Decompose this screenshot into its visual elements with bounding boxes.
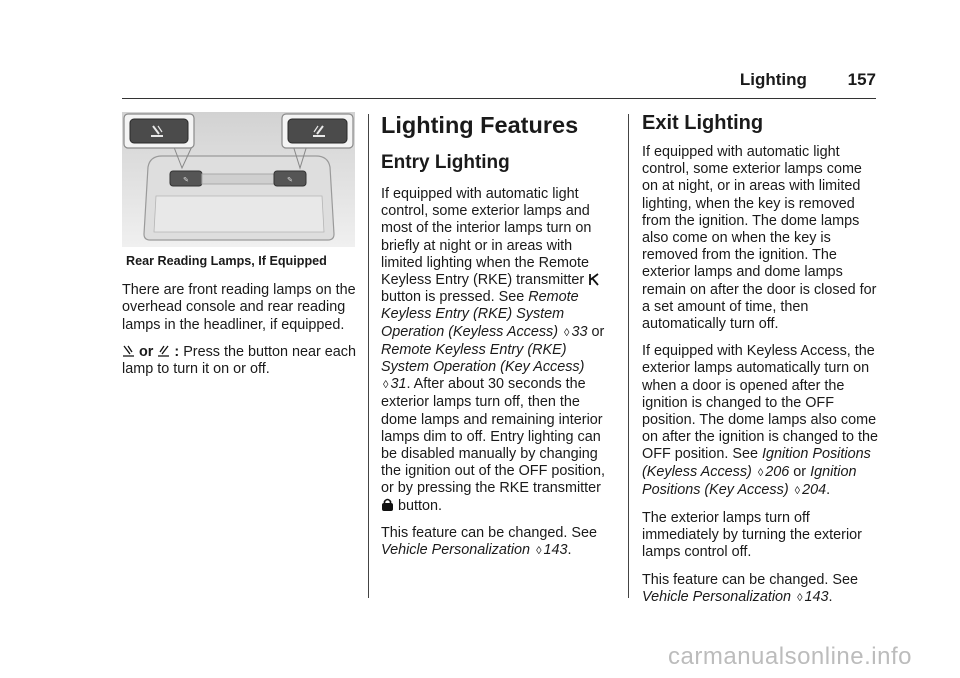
keyless-text: If equipped with Keyless Access, the exterior lamps automatically turn on when a door is opened after the ignition is changed to the OFF position. The dome lamps also come on after the ignition is changed to the OFF position. See <box>642 343 879 463</box>
reading-lamp-instruction: Press the button near each lamp to turn it on or off. <box>122 343 357 378</box>
entry-change-text: This feature can be changed. See <box>381 524 598 541</box>
page-header <box>0 70 876 90</box>
rear-reading-lamps-illustration <box>122 112 355 247</box>
xref-page-31[interactable]: 31 <box>390 376 407 393</box>
xref-rke-keyless[interactable]: Remote Keyless Entry (RKE) System Operation (Keyless Access) <box>381 289 579 340</box>
rear-reading-lamps-figure <box>122 112 355 247</box>
section-title: Lighting <box>739 70 807 89</box>
xref-symbol: ◊ <box>536 545 542 558</box>
xref-symbol: ◊ <box>564 326 570 339</box>
page-number: 157 <box>847 70 876 89</box>
xref-symbol: ◊ <box>794 484 801 497</box>
xref-page-204[interactable]: 204 <box>802 481 827 498</box>
reading-lamps-paragraph: There are front reading lamps on the overhead console and rear reading lamps in the headliner, if equipped. <box>122 282 356 333</box>
period: . <box>826 481 831 498</box>
exit-lighting-paragraph: If equipped with automatic light control, some exterior lamps come on at night, or in areas with limited lighting, when the key is removed from the ignition. The dome lamps also come on when the key is removed from the ignition. The exterior lamps and dome lamps remain on after the door is closed for a set amount of time, then automatically turn off. <box>642 144 877 333</box>
or-word: or <box>591 323 605 340</box>
column-right <box>642 112 878 617</box>
xref-symbol: ◊ <box>797 591 803 604</box>
xref-page-143[interactable]: 143 <box>804 588 829 605</box>
entry-text-c: . After about 30 seconds the exterior lamps turn off, then the dome lamps and remaining interior lamps dim to off. Entry lighting can be disabled manually by changing the ignition out of the OFF position, or by pressing the RKE transmitter <box>381 376 605 497</box>
entry-lighting-heading: Entry Lighting <box>381 152 510 173</box>
period: . <box>828 588 833 605</box>
exit-change-text: This feature can be changed. See <box>642 571 859 588</box>
column-divider-2 <box>628 114 629 598</box>
xref-vehicle-personalization[interactable]: Vehicle Personalization <box>642 588 792 605</box>
entry-personalization-paragraph <box>381 525 611 560</box>
xref-symbol: ◊ <box>757 466 764 479</box>
column-left <box>122 112 358 388</box>
or-word: or <box>139 343 154 360</box>
reading-lamp-right-symbol-icon <box>157 345 170 358</box>
xref-page-143[interactable]: 143 <box>543 542 568 559</box>
xref-rke-key[interactable]: Remote Keyless Entry (RKE) System Operation (Key Access) <box>381 341 585 376</box>
svg-text:✎: ✎ <box>183 176 189 184</box>
exterior-lamps-off-paragraph: The exterior lamps turn off immediately by turning the exterior lamps control off. <box>642 510 862 561</box>
xref-page-33[interactable]: 33 <box>571 323 588 340</box>
entry-text-a: If equipped with automatic light control, some exterior lamps and most of the interior lamps turn on briefly at night or in areas with limited lighting when the Remote Keyless Entry (RKE) transmitter <box>381 186 592 289</box>
column-divider-1 <box>368 114 369 598</box>
svg-text:✎: ✎ <box>287 176 293 184</box>
entry-lighting-paragraph <box>381 186 611 515</box>
xref-vehicle-personalization[interactable]: Vehicle Personalization <box>381 542 531 559</box>
keyless-access-paragraph <box>642 343 878 500</box>
or-word: or <box>793 463 807 480</box>
xref-ignition-key[interactable]: Ignition Positions (Key Access) <box>642 463 857 498</box>
header-rule <box>122 98 876 99</box>
xref-symbol: ◊ <box>383 379 389 392</box>
entry-text-b: button is pressed. See <box>381 289 525 306</box>
colon: : <box>174 343 180 360</box>
watermark: carmanualsonline.info <box>668 643 912 670</box>
figure-caption: Rear Reading Lamps, If Equipped <box>126 254 327 268</box>
period: . <box>567 542 572 559</box>
lighting-features-heading: Lighting Features <box>381 112 579 138</box>
entry-text-d: button. <box>398 497 443 514</box>
column-middle <box>381 112 611 570</box>
rke-unlock-icon <box>588 273 600 286</box>
exit-personalization-paragraph <box>642 572 878 607</box>
exit-lighting-heading: Exit Lighting <box>642 112 764 134</box>
xref-page-206[interactable]: 206 <box>765 463 790 480</box>
reading-lamp-left-symbol-icon <box>122 345 135 358</box>
reading-lamp-button-paragraph <box>122 344 358 378</box>
rke-lock-icon <box>381 498 394 512</box>
xref-ignition-keyless[interactable]: Ignition Positions (Keyless Access) <box>642 446 871 480</box>
